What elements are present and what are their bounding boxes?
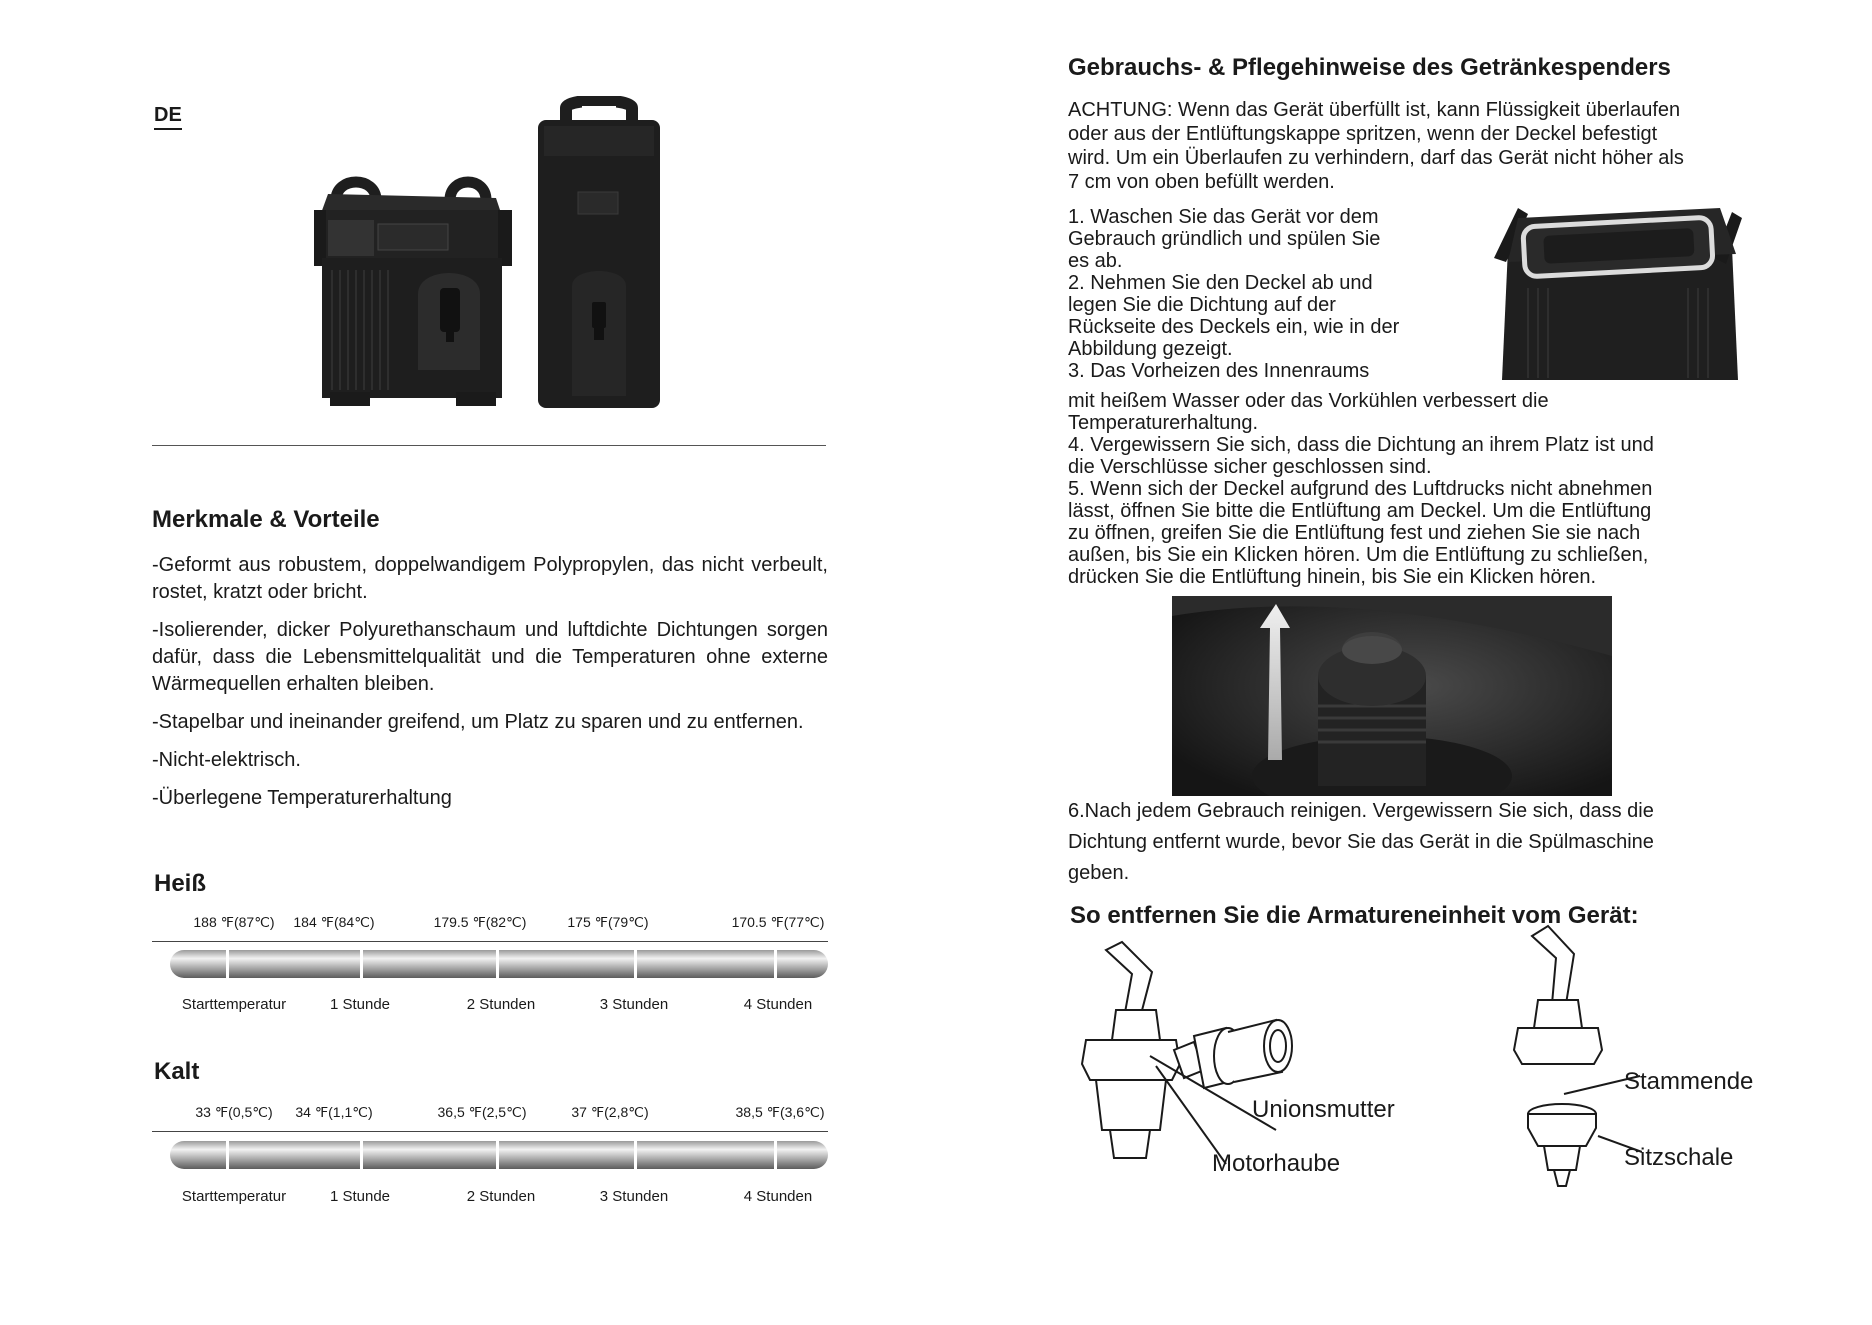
language-badge: DE (154, 104, 182, 130)
lid-gasket-image (1488, 188, 1742, 380)
faucet-title: So entfernen Sie die Armatureneinheit vom Gerät: (1070, 902, 1639, 929)
faucet-assembly-drawing (1076, 940, 1306, 1170)
dispenser-tall-image (532, 96, 666, 412)
cold-temp-label: 37 ℉(2,8℃) (571, 1104, 649, 1120)
hot-temperature-bar (170, 950, 828, 978)
step-line: Temperaturerhaltung. (1068, 412, 1259, 434)
care-title: Gebrauchs- & Pflegehinweise des Getränkespenders (1068, 54, 1671, 81)
feature-item: -Isolierender, dicker Polyurethanschaum und luftdichte Dichtungen sorgen dafür, dass die Lebensmittelqualität und die Temperaturen ohne externe Wärmequellen erhalten bleiben. (152, 619, 828, 695)
step-line: Rückseite des Deckels ein, wie in der (1068, 316, 1400, 338)
step-line: mit heißem Wasser oder das Vorkühlen verbessert die (1068, 390, 1549, 412)
steps-narrow (1068, 206, 1468, 382)
step-line: lässt, öffnen Sie bitte die Entlüftung am Deckel. Um die Entlüftung (1068, 500, 1652, 522)
features-list (152, 552, 828, 823)
features-title: Merkmale & Vorteile (152, 506, 380, 533)
step-line: Abbildung gezeigt. (1068, 338, 1233, 360)
hot-time-label: 1 Stunde (329, 996, 391, 1013)
feature-item: -Stapelbar und ineinander greifend, um Platz zu sparen und zu entfernen. (152, 711, 804, 733)
step-line: 4. Vergewissern Sie sich, dass die Dichtung an ihrem Platz ist und (1068, 434, 1654, 456)
step-line: drücken Sie die Entlüftung hinein, bis Sie ein Klicken hören. (1068, 566, 1597, 588)
cold-temperatures (152, 1104, 828, 1124)
feature-item: -Überlegene Temperaturerhaltung (152, 787, 452, 809)
feature-item: -Geformt aus robustem, doppelwandigem Polypropylen, das nicht verbeult, rostet, kratzt oder bricht. (152, 554, 828, 603)
hot-temperatures (152, 914, 828, 934)
step6-block (1068, 796, 1748, 889)
cold-title: Kalt (154, 1058, 200, 1085)
hot-time-label: 3 Stunden (599, 996, 669, 1013)
cold-temperature-bar (170, 1141, 828, 1169)
cold-time-label: 3 Stunden (599, 1188, 669, 1205)
step-line: 3. Das Vorheizen des Innenraums (1068, 360, 1370, 382)
step-line: es ab. (1068, 250, 1123, 272)
steps-wide (1068, 390, 1788, 588)
cold-time-label: 1 Stunde (329, 1188, 391, 1205)
step-line: 2. Nehmen Sie den Deckel ab und (1068, 272, 1373, 294)
cold-temp-label: 36,5 ℉(2,5℃) (437, 1104, 527, 1120)
dispenser-small-image (300, 170, 530, 410)
step-line: zu öffnen, greifen Sie die Entlüftung fest und ziehen Sie sie nach (1068, 522, 1641, 544)
cold-temp-label: 38,5 ℉(3,6℃) (735, 1104, 825, 1120)
hot-temp-label: 179.5 ℉(82℃) (433, 914, 527, 930)
step-line: Gebrauch gründlich und spülen Sie (1068, 228, 1381, 250)
union-nut-label: Unionsmutter (1252, 1096, 1395, 1123)
warning-line: ACHTUNG: Wenn das Gerät überfüllt ist, kann Flüssigkeit überlaufen (1068, 99, 1681, 121)
step-line: außen, bis Sie ein Klicken hören. Um die Entlüftung zu schließen, (1068, 544, 1649, 566)
cold-temp-label: 33 ℉(0,5℃) (195, 1104, 273, 1120)
hot-title: Heiß (154, 870, 207, 897)
faucet-parts-drawing (1512, 924, 1642, 1194)
divider-line (152, 445, 826, 446)
step-line: die Verschlüsse sicher geschlossen sind. (1068, 456, 1432, 478)
hood-label: Motorhaube (1212, 1150, 1341, 1177)
step-line: 5. Wenn sich der Deckel aufgrund des Luftdrucks nicht abnehmen (1068, 478, 1653, 500)
warning-block (1068, 98, 1748, 194)
step-line: legen Sie die Dichtung auf der (1068, 294, 1336, 316)
cold-scale-line (152, 1131, 828, 1132)
feature-item: -Nicht-elektrisch. (152, 749, 301, 771)
cold-time-label: Starttemperatur (181, 1188, 287, 1205)
hot-time-label: 4 Stunden (743, 996, 813, 1013)
hot-temp-label: 188 ℉(87℃) (193, 914, 275, 930)
cold-temp-label: 34 ℉(1,1℃) (295, 1104, 373, 1120)
step6-line: 6.Nach jedem Gebrauch reinigen. Vergewissern Sie sich, dass die (1068, 800, 1654, 822)
stem-end-label: Stammende (1624, 1068, 1754, 1095)
hot-temp-label: 170.5 ℉(77℃) (731, 914, 825, 930)
step6-line: Dichtung entfernt wurde, bevor Sie das Gerät in die Spülmaschine (1068, 831, 1654, 853)
cold-time-label: 4 Stunden (743, 1188, 813, 1205)
hot-temp-label: 184 ℉(84℃) (293, 914, 375, 930)
step6-line: geben. (1068, 862, 1130, 884)
warning-line: wird. Um ein Überlaufen zu verhindern, darf das Gerät nicht höher als (1068, 147, 1684, 169)
hot-temp-label: 175 ℉(79℃) (567, 914, 649, 930)
cold-time-label: 2 Stunden (466, 1188, 536, 1205)
hot-time-label: 2 Stunden (466, 996, 536, 1013)
hot-time-label: Starttemperatur (181, 996, 287, 1013)
warning-line: oder aus der Entlüftungskappe spritzen, wenn der Deckel befestigt (1068, 123, 1658, 145)
warning-line: 7 cm von oben befüllt werden. (1068, 171, 1335, 193)
vent-photo (1172, 596, 1612, 796)
seat-cup-label: Sitzschale (1624, 1144, 1734, 1171)
hot-scale-line (152, 941, 828, 942)
step-line: 1. Waschen Sie das Gerät vor dem (1068, 206, 1379, 228)
